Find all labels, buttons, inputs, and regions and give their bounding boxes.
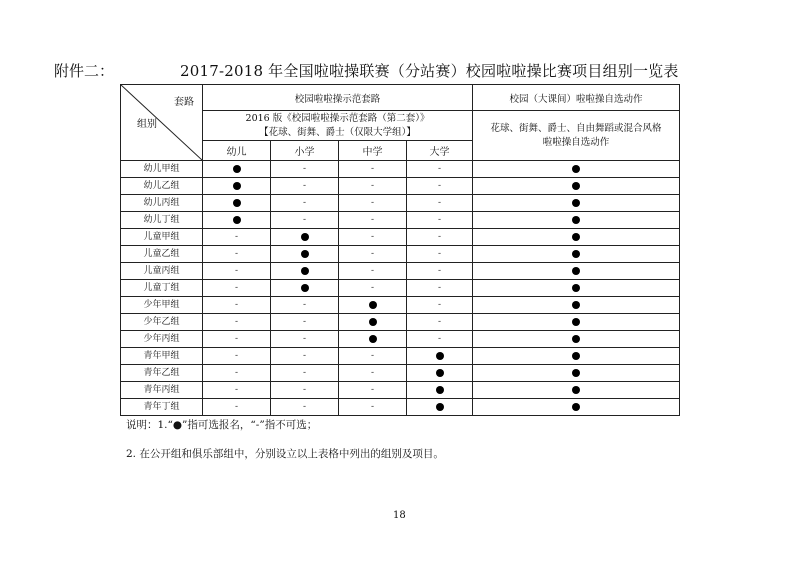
group-name-cell: 青年丁组 [121, 399, 203, 416]
table-cell [407, 348, 473, 365]
table-row [121, 178, 680, 195]
table-cell [473, 246, 680, 263]
group-name-cell: 幼儿丙组 [121, 195, 203, 212]
not-selectable-dash: - [234, 385, 239, 395]
group-name-cell: 儿童甲组 [121, 229, 203, 246]
group-name-cell: 青年乙组 [121, 365, 203, 382]
level-header-middle: 中学 [339, 141, 407, 161]
note-1: 说明：1.“●”指可选报名，“-”指不可选； [126, 419, 318, 431]
not-selectable-dash: - [370, 232, 375, 242]
self-sub-line2: 啦啦操自选动作 [542, 136, 610, 148]
table-cell [203, 297, 271, 314]
selectable-dot-icon [572, 335, 580, 343]
not-selectable-dash: - [370, 402, 375, 412]
not-selectable-dash: - [370, 368, 375, 378]
table-row [121, 314, 680, 331]
not-selectable-dash: - [302, 385, 307, 395]
table-cell [473, 280, 680, 297]
table-cell [271, 246, 339, 263]
selectable-dot-icon [233, 165, 241, 173]
table-cell [271, 178, 339, 195]
table-cell [407, 263, 473, 280]
table-cell [271, 161, 339, 178]
not-selectable-dash: - [302, 164, 307, 174]
table-cell [407, 195, 473, 212]
not-selectable-dash: - [437, 198, 442, 208]
not-selectable-dash: - [234, 402, 239, 412]
table-row [121, 365, 680, 382]
table-cell [271, 297, 339, 314]
selectable-dot-icon [572, 301, 580, 309]
table-cell [339, 263, 407, 280]
not-selectable-dash: - [302, 181, 307, 191]
not-selectable-dash: - [370, 249, 375, 259]
not-selectable-dash: - [437, 232, 442, 242]
group-name-cell: 儿童丙组 [121, 263, 203, 280]
table-row [121, 348, 680, 365]
table-cell [339, 161, 407, 178]
table-cell [203, 348, 271, 365]
selectable-dot-icon [572, 182, 580, 190]
table-cell [271, 331, 339, 348]
table-cell [473, 195, 680, 212]
table-cell [339, 331, 407, 348]
selectable-dot-icon [572, 369, 580, 377]
not-selectable-dash: - [234, 249, 239, 259]
table-cell [339, 178, 407, 195]
not-selectable-dash: - [234, 317, 239, 327]
group-name-cell: 幼儿丁组 [121, 212, 203, 229]
attachment-label: 附件二： [54, 62, 115, 80]
table-cell [407, 161, 473, 178]
table-cell [271, 348, 339, 365]
not-selectable-dash: - [370, 266, 375, 276]
selectable-dot-icon [572, 216, 580, 224]
corner-header-cell [121, 85, 203, 161]
table-cell [339, 246, 407, 263]
selectable-dot-icon [301, 233, 309, 241]
table-cell [203, 365, 271, 382]
selectable-dot-icon [572, 233, 580, 241]
demo-routine-header: 校园啦啦操示范套路 [203, 85, 473, 111]
table-cell [339, 348, 407, 365]
table-row [121, 195, 680, 212]
group-name-cell: 幼儿乙组 [121, 178, 203, 195]
self-sub-line1: 花球、街舞、爵士、自由舞蹈或混合风格 [490, 122, 662, 134]
table-cell [473, 314, 680, 331]
selectable-dot-icon [369, 318, 377, 326]
level-header-university: 大学 [407, 141, 473, 161]
not-selectable-dash: - [370, 351, 375, 361]
table-cell [271, 195, 339, 212]
document-title: 2017-2018 年全国啦啦操联赛（分站赛）校园啦啦操比赛项目组别一览表 [180, 62, 679, 80]
table-cell [407, 314, 473, 331]
table-cell [473, 382, 680, 399]
table-row [121, 280, 680, 297]
not-selectable-dash: - [437, 300, 442, 310]
selectable-dot-icon [436, 369, 444, 377]
table-cell [339, 195, 407, 212]
selectable-dot-icon [436, 352, 444, 360]
table-row [121, 161, 680, 178]
table-cell [203, 178, 271, 195]
selectable-dot-icon [369, 301, 377, 309]
selectable-dot-icon [301, 284, 309, 292]
group-name-cell: 少年乙组 [121, 314, 203, 331]
table-cell [203, 195, 271, 212]
corner-label-group: 组别 [137, 119, 157, 130]
table-cell [339, 382, 407, 399]
selectable-dot-icon [572, 250, 580, 258]
table-cell [473, 229, 680, 246]
table-cell [271, 382, 339, 399]
table-cell [407, 399, 473, 416]
table-row [121, 297, 680, 314]
not-selectable-dash: - [370, 164, 375, 174]
selectable-dot-icon [301, 267, 309, 275]
table-cell [271, 263, 339, 280]
table-cell [473, 178, 680, 195]
not-selectable-dash: - [370, 283, 375, 293]
selectable-dot-icon [436, 403, 444, 411]
group-name-cell: 儿童乙组 [121, 246, 203, 263]
table-cell [339, 297, 407, 314]
selectable-dot-icon [572, 386, 580, 394]
table-cell [473, 399, 680, 416]
not-selectable-dash: - [234, 300, 239, 310]
table-row [121, 246, 680, 263]
table-cell [339, 212, 407, 229]
table-cell [203, 382, 271, 399]
not-selectable-dash: - [234, 266, 239, 276]
table-cell [271, 280, 339, 297]
group-name-cell: 少年丙组 [121, 331, 203, 348]
not-selectable-dash: - [234, 232, 239, 242]
table-cell [339, 365, 407, 382]
not-selectable-dash: - [437, 334, 442, 344]
not-selectable-dash: - [437, 266, 442, 276]
not-selectable-dash: - [437, 164, 442, 174]
table-cell [407, 229, 473, 246]
not-selectable-dash: - [437, 317, 442, 327]
table-cell [203, 161, 271, 178]
table-cell [407, 331, 473, 348]
table-cell [407, 382, 473, 399]
not-selectable-dash: - [302, 198, 307, 208]
selectable-dot-icon [572, 165, 580, 173]
level-header-primary: 小学 [271, 141, 339, 161]
selectable-dot-icon [233, 216, 241, 224]
corner-label-routine: 套路 [174, 97, 194, 108]
group-name-cell: 儿童丁组 [121, 280, 203, 297]
selectable-dot-icon [572, 403, 580, 411]
selectable-dot-icon [369, 335, 377, 343]
table-row [121, 331, 680, 348]
table-cell [473, 161, 680, 178]
table-cell [473, 348, 680, 365]
not-selectable-dash: - [437, 249, 442, 259]
table-cell [271, 212, 339, 229]
table-cell [407, 212, 473, 229]
selectable-dot-icon [233, 182, 241, 190]
selectable-dot-icon [301, 250, 309, 258]
table-row [121, 229, 680, 246]
not-selectable-dash: - [370, 198, 375, 208]
table-cell [203, 212, 271, 229]
selectable-dot-icon [572, 199, 580, 207]
table-cell [203, 399, 271, 416]
group-name-cell: 青年丙组 [121, 382, 203, 399]
table-cell [473, 297, 680, 314]
notes [126, 417, 444, 461]
selectable-dot-icon [572, 318, 580, 326]
not-selectable-dash: - [302, 368, 307, 378]
not-selectable-dash: - [234, 368, 239, 378]
level-header-kindergarten: 幼儿 [203, 141, 271, 161]
not-selectable-dash: - [234, 351, 239, 361]
table-row [121, 263, 680, 280]
table-cell [473, 331, 680, 348]
not-selectable-dash: - [437, 283, 442, 293]
selectable-dot-icon [233, 199, 241, 207]
table-cell [407, 246, 473, 263]
not-selectable-dash: - [302, 334, 307, 344]
table-cell [407, 280, 473, 297]
table-cell [271, 229, 339, 246]
group-name-cell: 幼儿甲组 [121, 161, 203, 178]
table-cell [407, 178, 473, 195]
not-selectable-dash: - [234, 283, 239, 293]
note-2: 2. 在公开组和俱乐部组中，分别设立以上表格中列出的组别及项目。 [126, 448, 444, 460]
selectable-dot-icon [572, 267, 580, 275]
table-cell [473, 365, 680, 382]
page-number: 18 [393, 510, 406, 521]
table-cell [203, 331, 271, 348]
table-row [121, 399, 680, 416]
demo-sub-line2: 【花球、街舞、爵士（仅限大学组）】 [259, 126, 416, 138]
table-cell [203, 246, 271, 263]
demo-routine-subheader [203, 111, 473, 141]
group-name-cell: 少年甲组 [121, 297, 203, 314]
selectable-dot-icon [436, 386, 444, 394]
event-groups-table [120, 84, 680, 416]
table-cell [473, 263, 680, 280]
not-selectable-dash: - [302, 402, 307, 412]
table-cell [203, 280, 271, 297]
table-cell [271, 399, 339, 416]
not-selectable-dash: - [437, 215, 442, 225]
not-selectable-dash: - [302, 351, 307, 361]
not-selectable-dash: - [302, 300, 307, 310]
table-cell [407, 297, 473, 314]
group-name-cell: 青年甲组 [121, 348, 203, 365]
table-cell [339, 229, 407, 246]
not-selectable-dash: - [370, 215, 375, 225]
not-selectable-dash: - [302, 317, 307, 327]
self-choice-subheader [473, 111, 680, 161]
self-choice-header: 校园（大课间）啦啦操自选动作 [473, 85, 680, 111]
demo-sub-line1: 2016 版《校园啦啦操示范套路（第二套）》 [245, 112, 430, 124]
table-cell [271, 314, 339, 331]
table-row [121, 212, 680, 229]
not-selectable-dash: - [370, 181, 375, 191]
table-cell [339, 280, 407, 297]
not-selectable-dash: - [234, 334, 239, 344]
selectable-dot-icon [572, 352, 580, 360]
table-row [121, 382, 680, 399]
table-cell [407, 365, 473, 382]
table-cell [339, 399, 407, 416]
not-selectable-dash: - [370, 385, 375, 395]
table-cell [271, 365, 339, 382]
table-cell [203, 314, 271, 331]
table-cell [203, 263, 271, 280]
not-selectable-dash: - [437, 181, 442, 191]
table-cell [203, 229, 271, 246]
selectable-dot-icon [572, 284, 580, 292]
table-cell [473, 212, 680, 229]
not-selectable-dash: - [302, 215, 307, 225]
table-cell [339, 314, 407, 331]
